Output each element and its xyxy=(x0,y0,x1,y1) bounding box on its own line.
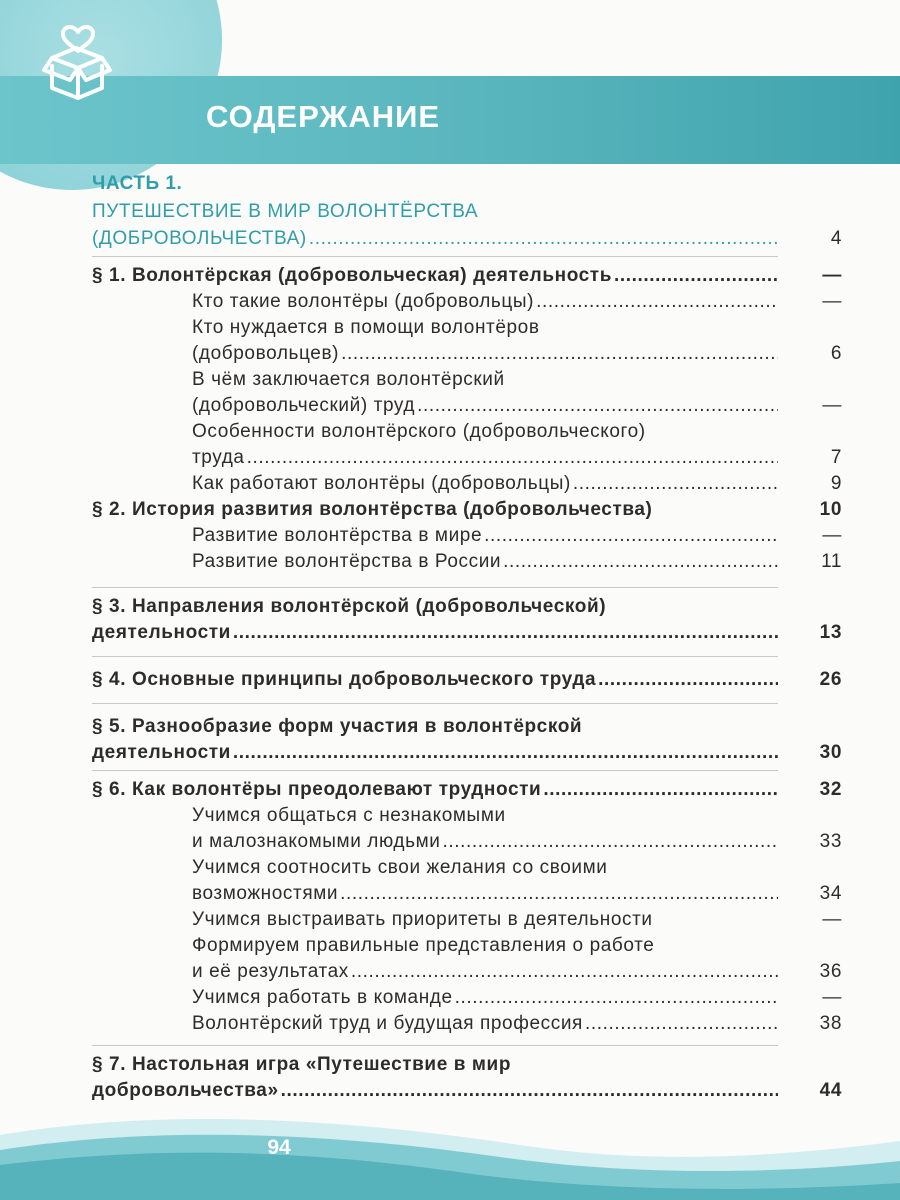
toc-subentry-line: Кто нуждается в помощи волонтёров xyxy=(192,317,540,338)
divider xyxy=(92,770,778,771)
toc-page-number: 4 xyxy=(830,228,842,249)
toc-page-number: 32 xyxy=(819,779,842,800)
toc-entry-label: Развитие волонтёрства в России xyxy=(192,551,502,572)
page-title: СОДЕРЖАНИЕ xyxy=(206,99,441,134)
dot-leader xyxy=(309,226,778,252)
toc-subentry-line: В чём заключается волонтёрский xyxy=(192,369,505,390)
toc-subentry[interactable] xyxy=(92,985,842,1011)
table-of-contents xyxy=(92,170,842,1104)
toc-subentry[interactable] xyxy=(92,445,842,471)
toc-entry-section-6[interactable] xyxy=(92,777,842,803)
toc-page-number: 9 xyxy=(830,473,842,494)
toc-page-number: 11 xyxy=(821,551,842,572)
toc-entry-label: Волонтёрский труд и будущая профессия xyxy=(192,1013,583,1034)
toc-entry-label: Развитие волонтёрства в мире xyxy=(192,525,483,546)
toc-subentry[interactable] xyxy=(92,289,842,315)
dot-leader xyxy=(247,445,778,471)
toc-entry-line: § 3. Направления волонтёрской (добровольческой) xyxy=(92,596,607,617)
toc-entry-label: возможностями xyxy=(192,883,339,904)
toc-entry-label: и малознакомыми людьми xyxy=(192,831,441,852)
toc-entry-label: Как работают волонтёры (добровольцы) xyxy=(192,473,571,494)
toc-entry-label: деятельности xyxy=(92,742,231,763)
part-title: ЧАСТЬ 1. xyxy=(92,173,183,194)
toc-subentry-line: Особенности волонтёрского (добровольческого) xyxy=(192,421,646,442)
dot-leader xyxy=(340,881,778,907)
footer-waves xyxy=(0,1105,900,1200)
dot-leader xyxy=(281,1078,778,1104)
dot-leader xyxy=(585,1011,778,1037)
toc-entry-label: (ДОБРОВОЛЬЧЕСТВА) xyxy=(92,228,307,249)
toc-entry-label: § 1. Волонтёрская (добровольческая) деятельность xyxy=(92,265,612,286)
dot-leader xyxy=(614,263,778,289)
toc-page-number: 10 xyxy=(819,499,842,520)
divider xyxy=(92,703,778,704)
dot-leader xyxy=(598,667,778,693)
toc-subentry[interactable] xyxy=(92,907,842,933)
divider xyxy=(92,656,778,657)
dot-leader xyxy=(351,959,778,985)
toc-subentry-line: Учимся соотносить свои желания со своими xyxy=(192,857,608,878)
dot-leader xyxy=(341,341,778,367)
toc-entry-section-1[interactable] xyxy=(92,263,842,289)
dot-leader xyxy=(484,523,778,549)
dot-leader xyxy=(455,985,778,1011)
toc-entry-section-2[interactable] xyxy=(92,497,842,523)
toc-subentry[interactable] xyxy=(92,393,842,419)
toc-page-number: 30 xyxy=(819,742,842,763)
dot-leader xyxy=(543,777,778,803)
toc-entry-line: § 7. Настольная игра «Путешествие в мир xyxy=(92,1054,512,1075)
divider xyxy=(92,256,778,257)
toc-page-number: — xyxy=(822,525,842,546)
toc-subentry-line: Учимся общаться с незнакомыми xyxy=(192,805,506,826)
dot-leader xyxy=(573,471,778,497)
toc-entry-label: Учимся выстраивать приоритеты в деятельности xyxy=(192,909,653,930)
toc-page-number: 36 xyxy=(819,961,842,982)
toc-entry-part-1[interactable] xyxy=(92,226,842,252)
toc-entry-section-5[interactable] xyxy=(92,740,842,766)
toc-subentry[interactable] xyxy=(92,959,842,985)
toc-subentry-line: Формируем правильные представления о работе xyxy=(192,935,655,956)
toc-entry-label: и её результатах xyxy=(192,961,349,982)
dot-leader xyxy=(233,620,778,646)
toc-page-number: — xyxy=(822,909,842,930)
toc-entry-label: (добровольцев) xyxy=(192,343,340,364)
toc-subentry[interactable] xyxy=(92,881,842,907)
toc-entry-label: § 4. Основные принципы добровольческого труда xyxy=(92,669,597,690)
dot-leader xyxy=(443,829,779,855)
toc-entry-label: труда xyxy=(192,447,245,468)
divider xyxy=(92,587,778,588)
toc-page-number: 26 xyxy=(819,669,842,690)
toc-subentry[interactable] xyxy=(92,1011,842,1037)
toc-page-number: — xyxy=(822,395,842,416)
toc-page-number: 38 xyxy=(819,1013,842,1034)
toc-page-number: 34 xyxy=(819,883,842,904)
toc-page-number: — xyxy=(822,291,842,312)
toc-entry-label: Кто такие волонтёры (добровольцы) xyxy=(192,291,535,312)
toc-subentry[interactable] xyxy=(92,471,842,497)
toc-subentry[interactable] xyxy=(92,549,842,575)
toc-entry-label: § 2. История развития волонтёрства (добровольчества) xyxy=(92,499,653,520)
toc-page-number: 6 xyxy=(830,343,842,364)
dot-leader xyxy=(233,740,778,766)
toc-entry-label: добровольчества» xyxy=(92,1080,279,1101)
toc-subentry[interactable] xyxy=(92,523,842,549)
toc-page-number: — xyxy=(822,265,842,286)
toc-entry-label: деятельности xyxy=(92,622,231,643)
toc-entry-label: (добровольческий) труд xyxy=(192,395,416,416)
part-subtitle-line: ПУТЕШЕСТВИЕ В МИР ВОЛОНТЁРСТВА xyxy=(92,201,479,222)
toc-page-number: 44 xyxy=(819,1080,842,1101)
toc-page-number: 33 xyxy=(819,831,842,852)
toc-entry-label: § 6. Как волонтёры преодолевают трудности xyxy=(92,779,542,800)
toc-subentry[interactable] xyxy=(92,829,842,855)
toc-entry-section-4[interactable] xyxy=(92,667,842,693)
toc-entry-line: § 5. Разнообразие форм участия в волонтёрской xyxy=(92,716,583,737)
heart-box-icon xyxy=(40,18,140,102)
toc-page-number: 7 xyxy=(830,447,842,468)
page-number: 94 xyxy=(267,1136,291,1159)
dot-leader xyxy=(417,393,778,419)
toc-entry-label: Учимся работать в команде xyxy=(192,987,453,1008)
toc-subentry[interactable] xyxy=(92,341,842,367)
dot-leader xyxy=(536,289,778,315)
toc-page-number: 13 xyxy=(819,622,842,643)
toc-entry-section-7[interactable] xyxy=(92,1078,842,1104)
toc-entry-section-3[interactable] xyxy=(92,620,842,646)
dot-leader xyxy=(503,549,778,575)
divider xyxy=(92,1045,778,1046)
toc-page-number: — xyxy=(822,987,842,1008)
